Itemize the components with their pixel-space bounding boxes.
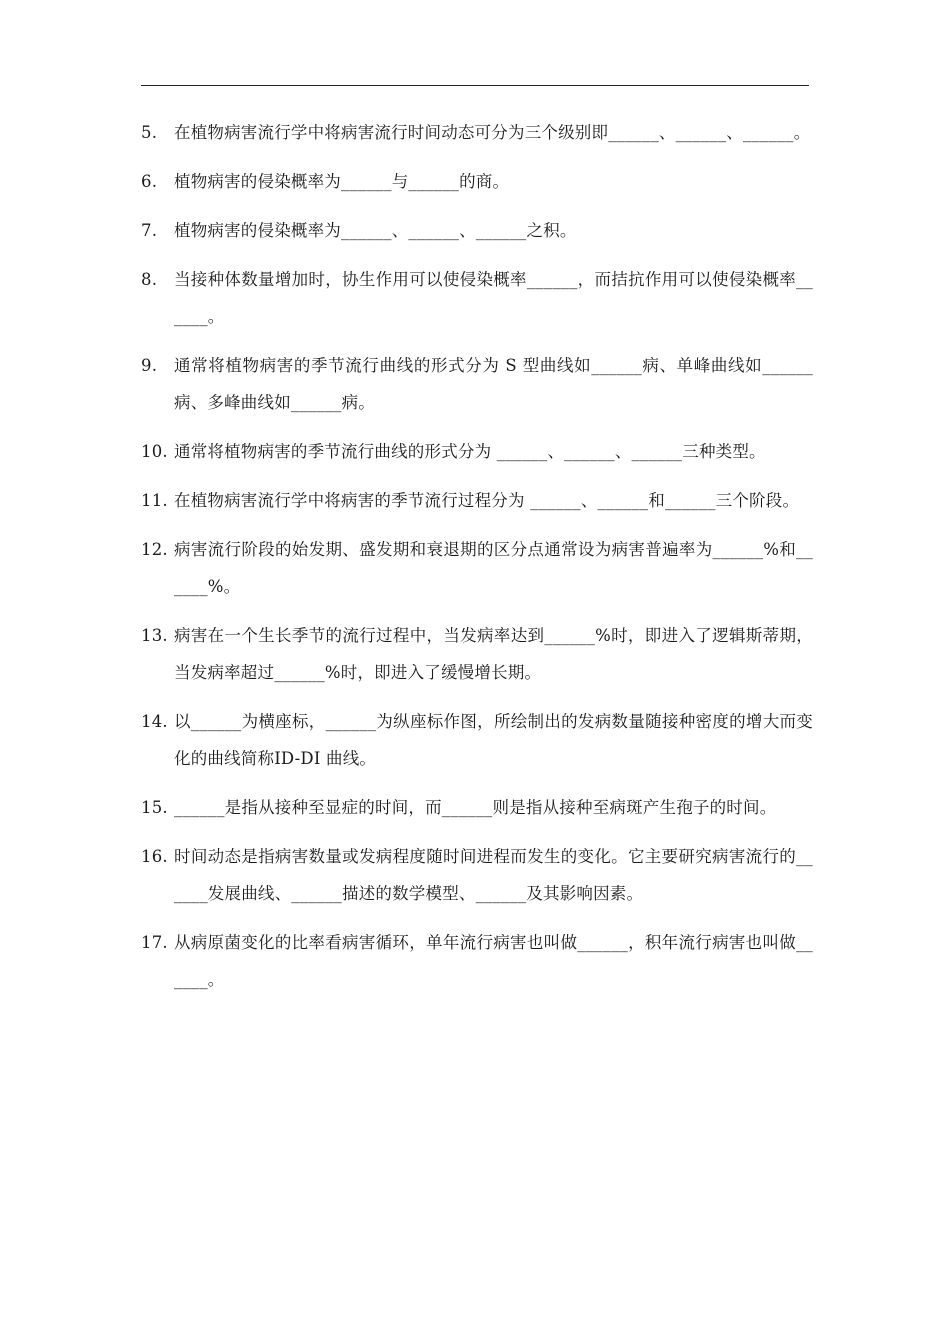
question-number: 8. — [141, 270, 158, 289]
question-item — [141, 433, 813, 470]
question-text: 通常将植物病害的季节流行曲线的形式分为 ______、______、______三种类型。 — [174, 442, 766, 461]
question-text: 通常将植物病害的季节流行曲线的形式分为 S 型曲线如______病、单峰曲线如______病、多峰曲线如______病。 — [174, 356, 813, 412]
question-text: 植物病害的侵染概率为______与______的商。 — [174, 172, 510, 191]
question-number: 15. — [141, 798, 168, 817]
question-text: ______是指从接种至显症的时间，而______则是指从接种至病斑产生孢子的时间。 — [174, 798, 777, 817]
question-number: 17. — [141, 933, 168, 952]
question-item — [141, 347, 813, 421]
question-number: 12. — [141, 540, 168, 559]
question-text: 病害在一个生长季节的流行过程中，当发病率达到______%时，即进入了逻辑斯蒂期，当发病率超过______%时，即进入了缓慢增长期。 — [174, 626, 813, 682]
question-text: 以______为横座标，______为纵座标作图，所绘制出的发病数量随接种密度的增大而变化的曲线简称ID-DI 曲线。 — [174, 712, 813, 768]
question-item — [141, 163, 813, 200]
question-text: 在植物病害流行学中将病害的季节流行过程分为 ______、______和______三个阶段。 — [174, 491, 800, 510]
question-number: 5. — [141, 123, 158, 142]
question-number: 16. — [141, 847, 168, 866]
question-item — [141, 924, 813, 998]
question-item — [141, 838, 813, 912]
question-item — [141, 789, 813, 826]
question-item — [141, 617, 813, 691]
question-number: 14. — [141, 712, 168, 731]
question-number: 13. — [141, 626, 168, 645]
question-text: 当接种体数量增加时，协生作用可以使侵染概率______，而拮抗作用可以使侵染概率______。 — [174, 270, 813, 326]
question-number: 6. — [141, 172, 158, 191]
header-rule — [141, 85, 809, 86]
question-number: 7. — [141, 221, 158, 240]
question-text: 病害流行阶段的始发期、盛发期和衰退期的区分点通常设为病害普遍率为______%和______%。 — [174, 540, 813, 596]
question-list — [141, 114, 813, 1010]
question-item — [141, 531, 813, 605]
question-text: 植物病害的侵染概率为______、______、______之积。 — [174, 221, 577, 240]
question-number: 11. — [141, 491, 168, 510]
question-item — [141, 482, 813, 519]
question-number: 10. — [141, 442, 168, 461]
question-item — [141, 212, 813, 249]
question-text: 从病原菌变化的比率看病害循环，单年流行病害也叫做______，积年流行病害也叫做______。 — [174, 933, 813, 989]
question-number: 9. — [141, 356, 158, 375]
question-item — [141, 114, 813, 151]
question-text: 在植物病害流行学中将病害流行时间动态可分为三个级别即______、______、______。 — [174, 123, 811, 142]
question-item — [141, 261, 813, 335]
question-item — [141, 703, 813, 777]
question-text: 时间动态是指病害数量或发病程度随时间进程而发生的变化。它主要研究病害流行的______发展曲线、______描述的数学模型、______及其影响因素。 — [174, 847, 813, 903]
